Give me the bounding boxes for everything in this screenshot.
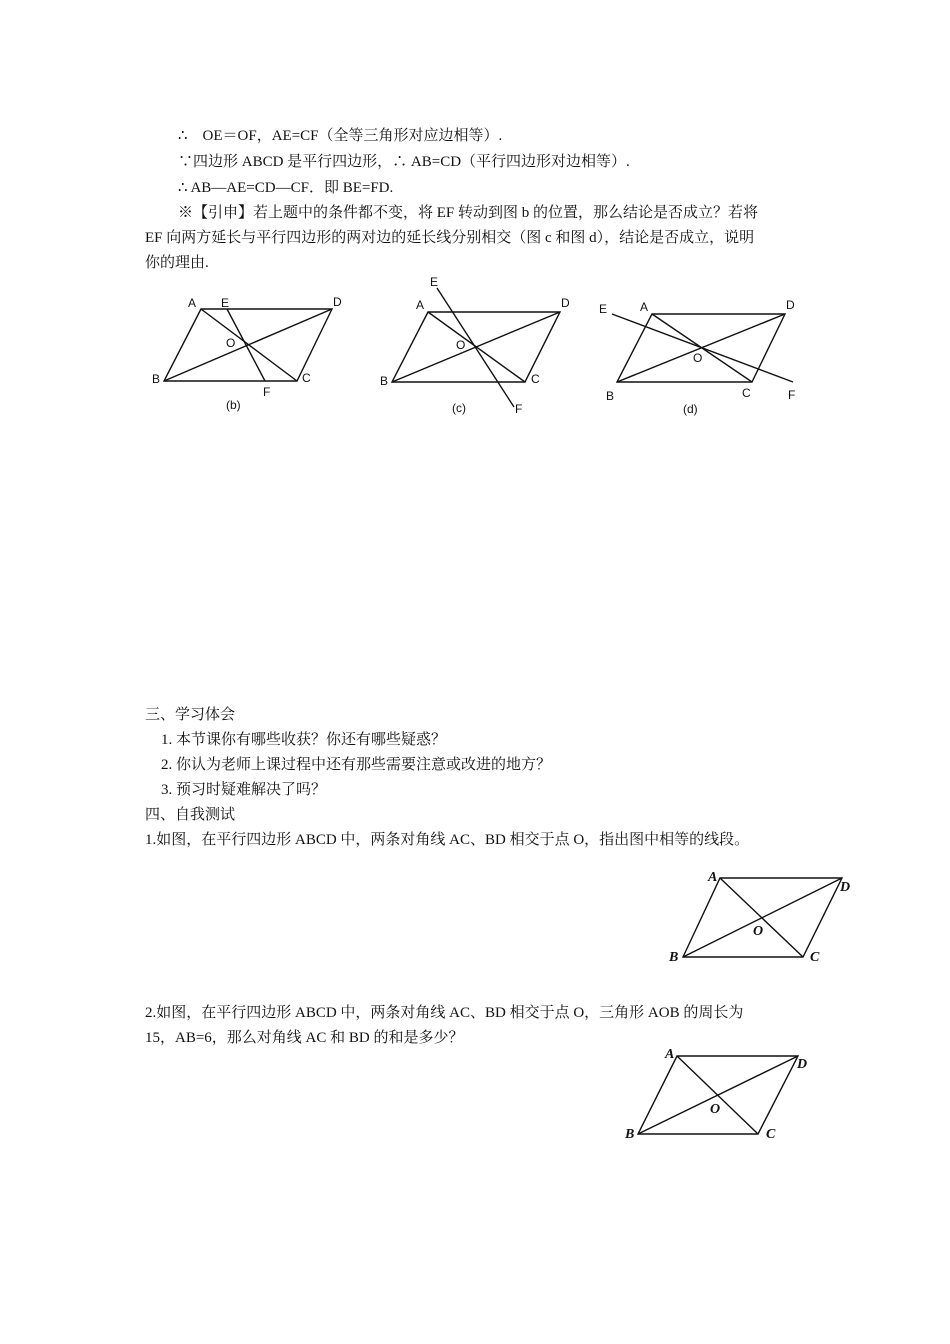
label-b-c: B [380,374,389,388]
label-c-c: C [531,372,540,386]
caption-c: (c) [452,401,466,415]
test1-diagonal-ac [720,878,803,957]
figure-b [145,285,365,420]
label-f-d: F [788,388,796,402]
test2-label-a: A [665,1047,675,1062]
test-figure-1 [660,860,860,970]
section4-title: 四、自我测试 [145,807,236,823]
figure-c [375,270,585,425]
test1-label-a: A [708,870,718,885]
test1-label-o: O [753,924,764,939]
label-c-b: C [302,371,311,385]
extension-line-3: 你的理由. [145,255,209,271]
label-b-b: B [152,372,161,386]
caption-d: (d) [683,402,698,416]
section3-title: 三、学习体会 [145,707,236,723]
test1-label-d: D [840,880,851,895]
section3-question-3: 3. 预习时疑难解决了吗？ [161,782,327,798]
label-a-c: A [416,298,425,312]
label-f-c: F [515,402,523,416]
label-o-b: O [226,336,236,350]
segment-ef-d [612,314,793,382]
section3-question-2: 2. 你认为老师上课过程中还有那些需要注意或改进的地方？ [161,757,552,773]
label-c-d: C [742,386,751,400]
label-e-d: E [599,302,608,316]
test2-label-o: O [710,1102,721,1117]
test-problem-2-line-1: 2.如图，在平行四边形 ABCD 中，两条对角线 AC、BD 相交于点 O，三角形 AOB 的周长为 [145,1005,744,1021]
label-d-d: D [786,298,795,312]
label-o-d: O [693,351,703,365]
test1-label-b: B [669,950,679,965]
diagonal-ac-b [201,309,297,381]
test2-label-b: B [625,1127,635,1142]
label-b-d: B [606,389,615,403]
extension-line-2: EF 向两方延长与平行四边形的两对边的延长线分别相交（图 c 和图 d），结论是否成立，说明 [145,230,755,246]
label-d-b: D [333,295,342,309]
test-problem-1: 1.如图，在平行四边形 ABCD 中，两条对角线 AC、BD 相交于点 O，指出图中相等的线段。 [145,832,750,848]
test2-label-c: C [766,1127,776,1142]
test-problem-2-line-2: 15，AB=6，那么对角线 AC 和 BD 的和是多少？ [145,1030,464,1046]
label-e-b: E [221,296,230,310]
test-figure-2 [615,1040,820,1150]
proof-line-2: ∵四边形 ABCD 是平行四边形，∴ AB=CD（平行四边形对边相等）. [178,154,630,170]
label-d-c: D [561,296,570,310]
extension-line-1: ※【引申】若上题中的条件都不变，将 EF 转动到图 b 的位置，那么结论是否成立？若将 [178,205,759,221]
label-o-c: O [456,338,466,352]
figure-d [595,290,810,420]
label-e-c: E [430,275,439,289]
test2-diagonal-ac [677,1056,758,1134]
caption-b: (b) [226,398,241,412]
section3-question-1: 1. 本节课你有哪些收获？你还有哪些疑惑？ [161,732,447,748]
label-a-d: A [640,300,649,314]
label-a-b: A [188,296,197,310]
segment-ef-c [437,288,514,407]
test1-label-c: C [810,950,820,965]
proof-line-1: ∴ OE＝OF，AE=CF（全等三角形对应边相等）. [178,128,503,144]
proof-line-3: ∴ AB—AE=CD—CF．即 BE=FD. [178,180,394,196]
label-f-b: F [263,385,271,399]
diagonal-ac-c [428,312,525,382]
test2-label-d: D [797,1057,808,1072]
